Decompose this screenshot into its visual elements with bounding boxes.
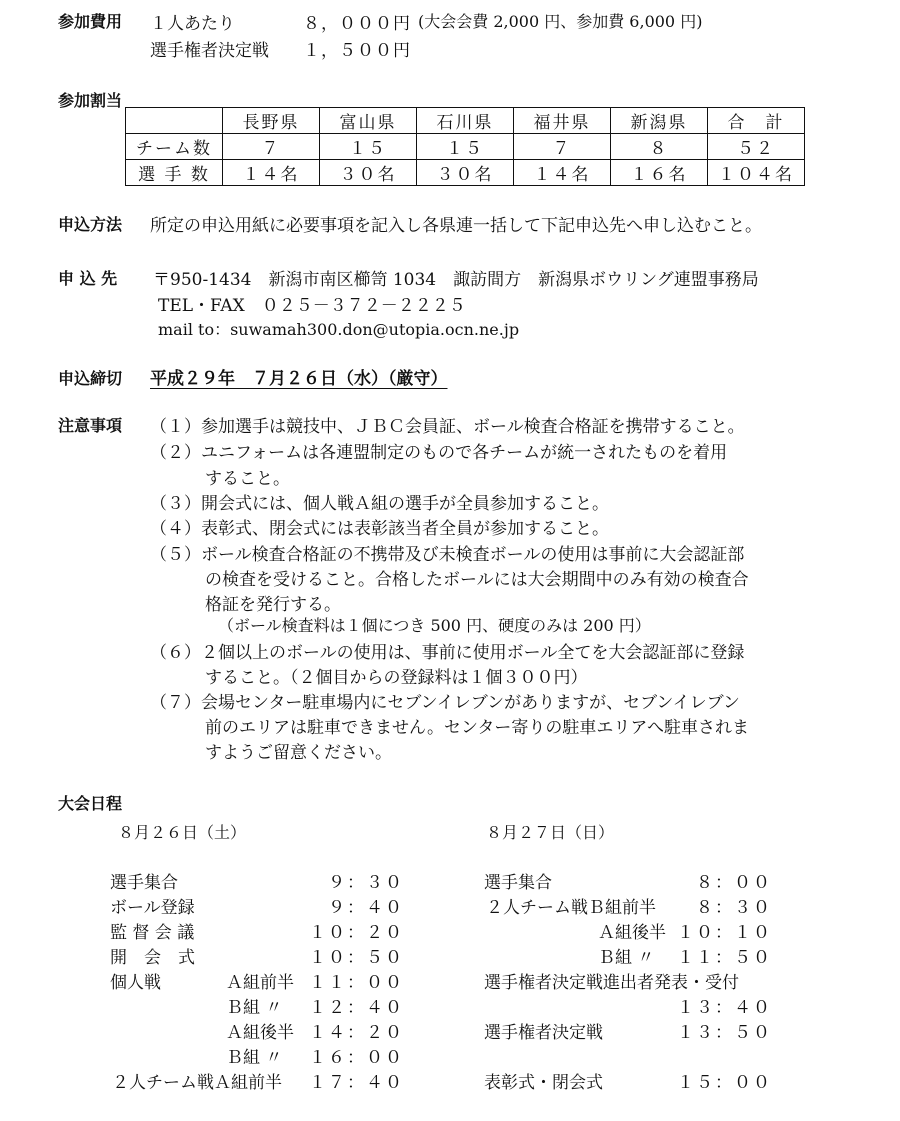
deadline-date: 平成２９年 ７月２６日（水）（厳守） bbox=[150, 369, 448, 389]
allocation-cell: ７ bbox=[514, 134, 611, 160]
schedule-item-name: 選手権者決定戦 bbox=[484, 1023, 603, 1043]
allocation-cell: １４名 bbox=[223, 160, 320, 186]
note-line: の検査を受けること。合格したボールには大会期間中のみ有効の検査合 bbox=[205, 570, 749, 590]
schedule-item-time: １３：４０ bbox=[677, 998, 772, 1018]
allocation-row-label: チーム数 bbox=[126, 134, 223, 160]
note-line: すること。 bbox=[205, 469, 290, 489]
schedule-item-time: ９：３０ bbox=[328, 873, 404, 893]
allocation-cell: １０４名 bbox=[708, 160, 805, 186]
note-line: （１）参加選手は競技中、ＪＢＣ会員証、ボール検査合格証を携帯すること。 bbox=[150, 417, 745, 437]
schedule-item-time: １０：２０ bbox=[309, 923, 404, 943]
note-line: （６）２個以上のボールの使用は、事前に使用ボール全てを大会認証部に登録 bbox=[150, 643, 745, 663]
schedule-item-time: １３：５０ bbox=[677, 1023, 772, 1043]
schedule-item-name: 表彰式・閉会式 bbox=[484, 1073, 603, 1093]
allocation-cell: ８ bbox=[611, 134, 708, 160]
allocation-row-players bbox=[126, 160, 805, 186]
method-label: 申込方法 bbox=[58, 215, 123, 234]
schedule-item-time: １６：００ bbox=[309, 1048, 404, 1068]
schedule-label: 大会日程 bbox=[58, 794, 123, 813]
fee-amount-per-person: ８，０００円 bbox=[303, 14, 411, 34]
schedule-item-time: １０：１０ bbox=[677, 923, 772, 943]
schedule-day2-date: ８月２７日（日） bbox=[486, 823, 615, 842]
allocation-header-cell: 長野県 bbox=[223, 108, 320, 134]
allocation-cell: １５ bbox=[320, 134, 417, 160]
note-line: （４）表彰式、閉会式には表彰該当者全員が参加すること。 bbox=[150, 519, 609, 539]
allocation-label: 参加割当 bbox=[58, 91, 123, 110]
fee-item-per-person: １人あたり bbox=[150, 14, 235, 34]
allocation-cell: ３０名 bbox=[417, 160, 514, 186]
note-line: （３）開会式には、個人戦Ａ組の選手が全員参加すること。 bbox=[150, 494, 609, 514]
fee-item-final: 選手権者決定戦 bbox=[150, 41, 269, 61]
fee-label: 参加費用 bbox=[58, 12, 123, 31]
address-line: 〒950-1434 新潟市南区櫛笥 1034 諏訪間方 新潟県ボウリング連盟事務局 bbox=[153, 270, 759, 290]
fee-breakdown-note: (大会会費 2,000 円、参加費 6,000 円) bbox=[418, 12, 703, 31]
allocation-cell: ３０名 bbox=[320, 160, 417, 186]
schedule-item-time: １１：００ bbox=[309, 973, 404, 993]
address-label: 申 込 先 bbox=[58, 269, 118, 288]
notes-label: 注意事項 bbox=[58, 416, 123, 435]
schedule-item-name: ボール登録 bbox=[110, 898, 195, 918]
allocation-header-cell: 新潟県 bbox=[611, 108, 708, 134]
note-line: （２）ユニフォームは各連盟制定のもので各チームが統一されたものを着用 bbox=[150, 443, 728, 463]
note-line: （ボール検査料は１個につき 500 円、硬度のみは 200 円） bbox=[218, 616, 651, 635]
allocation-row-label: 選 手 数 bbox=[126, 160, 223, 186]
contact-phone: TEL・FAX ０２５－３７２－２２２５ bbox=[158, 296, 466, 316]
allocation-cell: ５２ bbox=[708, 134, 805, 160]
allocation-header-cell: 合 計 bbox=[708, 108, 805, 134]
schedule-item-name: 監 督 会 議 bbox=[110, 923, 195, 943]
schedule-item-name: 選手集合 bbox=[110, 873, 178, 893]
schedule-item-sub: Ｂ組 〃 bbox=[226, 1048, 283, 1068]
schedule-item-sub: Ａ組後半 bbox=[598, 923, 666, 943]
method-text: 所定の申込用紙に必要事項を記入し各県連一括して下記申込先へ申し込むこと。 bbox=[150, 216, 762, 236]
schedule-item-time: １１：５０ bbox=[677, 948, 772, 968]
allocation-table bbox=[125, 107, 805, 186]
allocation-header-row bbox=[126, 108, 805, 134]
allocation-cell: １４名 bbox=[514, 160, 611, 186]
schedule-item-sub: Ａ組後半 bbox=[226, 1023, 294, 1043]
note-line: （７）会場センター駐車場内にセブンイレブンがありますが、セブンイレブン bbox=[150, 693, 740, 713]
note-line: （５）ボール検査合格証の不携帯及び未検査ボールの使用は事前に大会認証部 bbox=[150, 545, 745, 565]
schedule-item-name: 選手権者決定戦進出者発表・受付 bbox=[484, 973, 739, 993]
schedule-item-sub: Ｂ組 〃 bbox=[226, 998, 283, 1018]
allocation-header-cell: 富山県 bbox=[320, 108, 417, 134]
allocation-cell: ７ bbox=[223, 134, 320, 160]
schedule-item-time: ８：００ bbox=[696, 873, 772, 893]
note-line: すること。（２個目からの登録料は１個３００円） bbox=[205, 668, 588, 688]
deadline-label: 申込締切 bbox=[58, 369, 123, 388]
schedule-item-name: 開 会 式 bbox=[110, 948, 195, 968]
contact-email: mail to：suwamah300.don@utopia.ocn.ne.jp bbox=[158, 320, 520, 339]
allocation-cell: １６名 bbox=[611, 160, 708, 186]
schedule-item-time: ９：４０ bbox=[328, 898, 404, 918]
schedule-item-time: ８：３０ bbox=[696, 898, 772, 918]
schedule-item-time: １０：５０ bbox=[309, 948, 404, 968]
allocation-row-teams bbox=[126, 134, 805, 160]
schedule-item-sub: Ａ組前半 bbox=[226, 973, 294, 993]
note-line: 前のエリアは駐車できません。センター寄りの駐車エリアへ駐車されま bbox=[205, 718, 749, 738]
schedule-item-name: 選手集合 bbox=[484, 873, 552, 893]
allocation-cell: １５ bbox=[417, 134, 514, 160]
schedule-item-time: １２：４０ bbox=[309, 998, 404, 1018]
allocation-header-cell bbox=[126, 108, 223, 134]
schedule-day1-date: ８月２６日（土） bbox=[118, 823, 247, 842]
allocation-header-cell: 石川県 bbox=[417, 108, 514, 134]
schedule-item-sub: Ｂ組 〃 bbox=[598, 948, 655, 968]
schedule-item-name: ２人チーム戦Ｂ組前半 bbox=[486, 898, 656, 918]
allocation-header-cell: 福井県 bbox=[514, 108, 611, 134]
schedule-item-time: １７：４０ bbox=[309, 1073, 404, 1093]
schedule-item-time: １４：２０ bbox=[309, 1023, 404, 1043]
schedule-item-name: 個人戦 bbox=[110, 973, 161, 993]
schedule-item-time: １５：００ bbox=[677, 1073, 772, 1093]
schedule-item-name: ２人チーム戦Ａ組前半 bbox=[112, 1073, 282, 1093]
fee-amount-final: １，５００円 bbox=[303, 41, 411, 61]
note-line: 格証を発行する。 bbox=[205, 595, 341, 615]
note-line: すようご留意ください。 bbox=[205, 743, 392, 763]
